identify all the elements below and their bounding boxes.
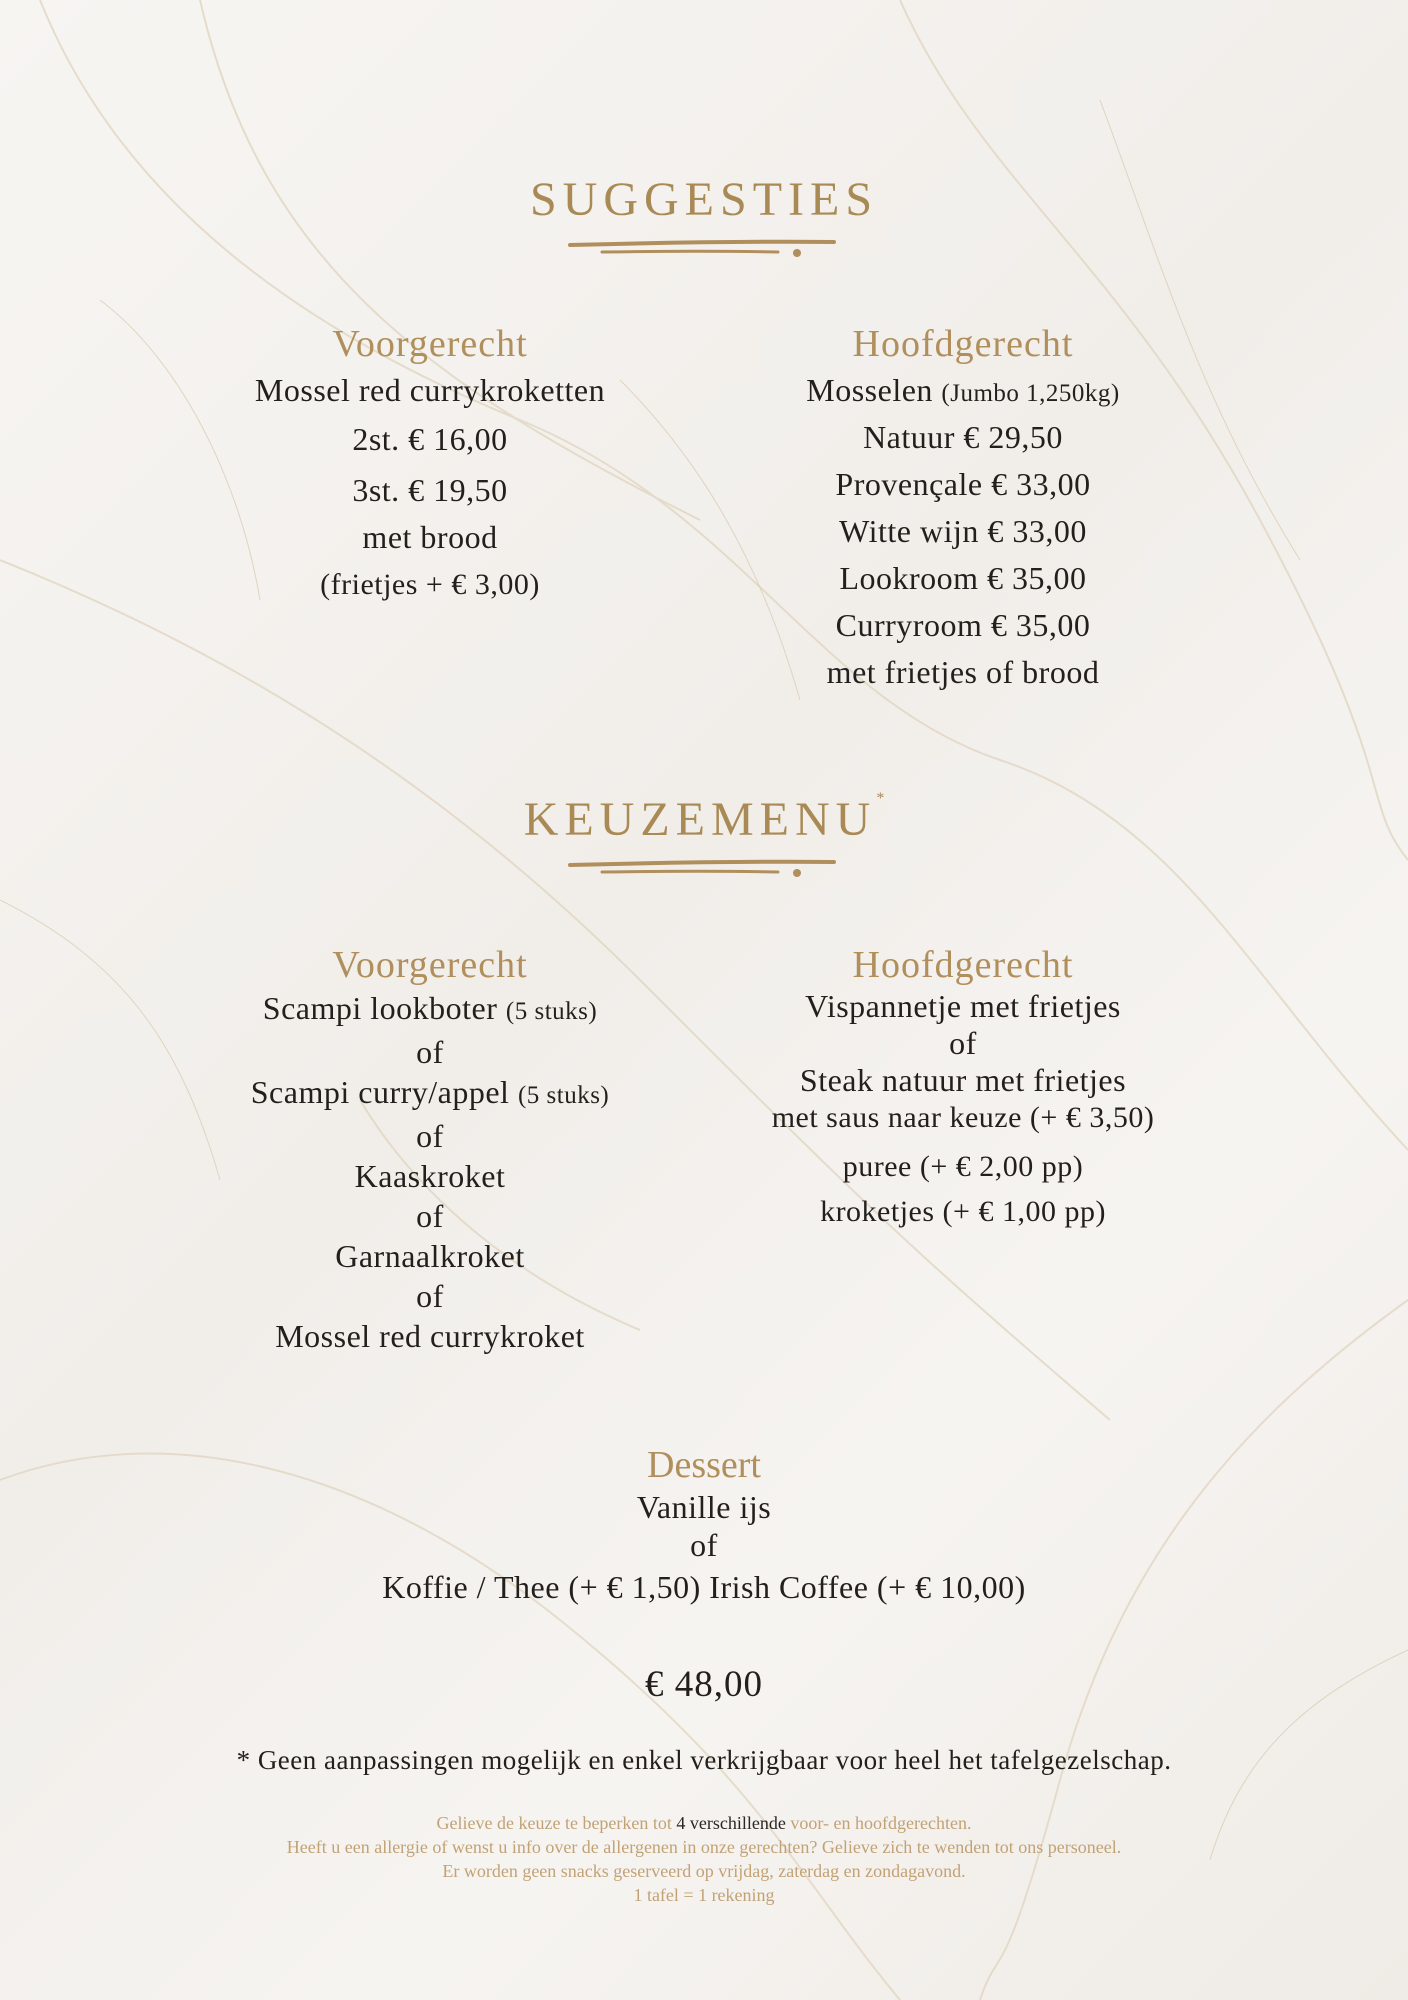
- section-heading-voorgerecht: Voorgerecht: [332, 323, 528, 365]
- option-title: Scampi lookboter: [262, 990, 498, 1026]
- menu-option: Garnaalkroket: [335, 1238, 525, 1274]
- or-separator: of: [416, 1198, 444, 1234]
- keuzemenu-dessert: [0, 1442, 1408, 1606]
- or-separator: of: [416, 1034, 444, 1070]
- sauce-extra: met saus naar keuze (+ € 3,50): [771, 1101, 1155, 1134]
- ornament-divider: [568, 237, 836, 259]
- menu-option: Vispannetje met frietjes: [805, 988, 1121, 1024]
- footer-text: voor- en hoofdgerechten.: [785, 1813, 972, 1833]
- dish-name: Mossel red currykroketten: [254, 372, 606, 408]
- price-line: 2st. € 16,00: [352, 421, 508, 457]
- side-dish: met brood: [362, 519, 498, 555]
- asterisk-mark: *: [876, 790, 885, 807]
- dish-title: Mosselen: [806, 372, 933, 408]
- or-separator: of: [949, 1025, 977, 1061]
- menu-price: € 48,00: [645, 1664, 763, 1705]
- menu-option: Vanille ijs: [636, 1489, 772, 1525]
- footer-emphasis: 4 verschillende: [676, 1813, 786, 1833]
- extra-price: (frietjes + € 3,00): [320, 568, 540, 601]
- keuzemenu-main: [683, 942, 1243, 1230]
- footer-info: [0, 1811, 1408, 1907]
- menu-option: Mossel red currykroket: [275, 1318, 585, 1354]
- footer-line: [0, 1811, 1408, 1835]
- keuzemenu-title-text: KEUZEMENU: [523, 793, 877, 846]
- price-line: Lookroom € 35,00: [839, 560, 1087, 596]
- price-line: Natuur € 29,50: [863, 419, 1063, 455]
- section-heading-hoofdgerecht: Hoofdgerecht: [852, 323, 1074, 365]
- dish-name: [683, 372, 1243, 409]
- supplement-kroketjes: kroketjes (+ € 1,00 pp): [820, 1195, 1106, 1228]
- menu-option: Koffie / Thee (+ € 1,50) Irish Coffee (+ € 10,00): [382, 1569, 1026, 1605]
- price-line: Curryroom € 35,00: [835, 607, 1091, 643]
- ornament-divider: [568, 857, 836, 879]
- footer-text: Gelieve de keuze te beperken tot: [436, 1813, 677, 1833]
- or-separator: of: [416, 1118, 444, 1154]
- footer-line: Er worden geen snacks geserveerd op vrijdag, zaterdag en zondagavond.: [442, 1861, 966, 1881]
- price-line: 3st. € 19,50: [352, 472, 508, 508]
- footer-line: Heeft u een allergie of wenst u info over de allergenen in onze gerechten? Gelieve zich te wenden tot ons personeel.: [286, 1837, 1122, 1857]
- menu-option: Steak natuur met frietjes: [799, 1062, 1127, 1098]
- menu-option: [150, 988, 710, 1032]
- or-separator: of: [690, 1527, 718, 1563]
- side-dish: met frietjes of brood: [826, 654, 1100, 690]
- keuzemenu-title: [0, 792, 1408, 847]
- menu-option: Kaaskroket: [354, 1158, 506, 1194]
- menu-disclaimer: * Geen aanpassingen mogelijk en enkel verkrijgbaar voor heel het tafelgezelschap.: [236, 1745, 1172, 1775]
- or-separator: of: [416, 1278, 444, 1314]
- option-note: (5 stuks): [505, 998, 598, 1025]
- price-line: Witte wijn € 33,00: [839, 513, 1087, 549]
- suggesties-title: SUGGESTIES: [529, 173, 879, 226]
- dish-size: (Jumbo 1,250kg): [941, 380, 1120, 407]
- section-heading-voorgerecht: Voorgerecht: [332, 944, 528, 986]
- section-heading-hoofdgerecht: Hoofdgerecht: [852, 944, 1074, 986]
- section-heading-dessert: Dessert: [647, 1444, 761, 1486]
- supplement-puree: puree (+ € 2,00 pp): [842, 1150, 1084, 1183]
- option-note: (5 stuks): [517, 1082, 610, 1109]
- menu-option: [150, 1072, 710, 1116]
- price-line: Provençale € 33,00: [835, 466, 1091, 502]
- suggesties-starter: [150, 322, 710, 602]
- suggesties-main: [683, 322, 1243, 691]
- keuzemenu-starter: [150, 942, 710, 1356]
- option-title: Scampi curry/appel: [250, 1074, 510, 1110]
- footer-line: 1 tafel = 1 rekening: [633, 1885, 775, 1905]
